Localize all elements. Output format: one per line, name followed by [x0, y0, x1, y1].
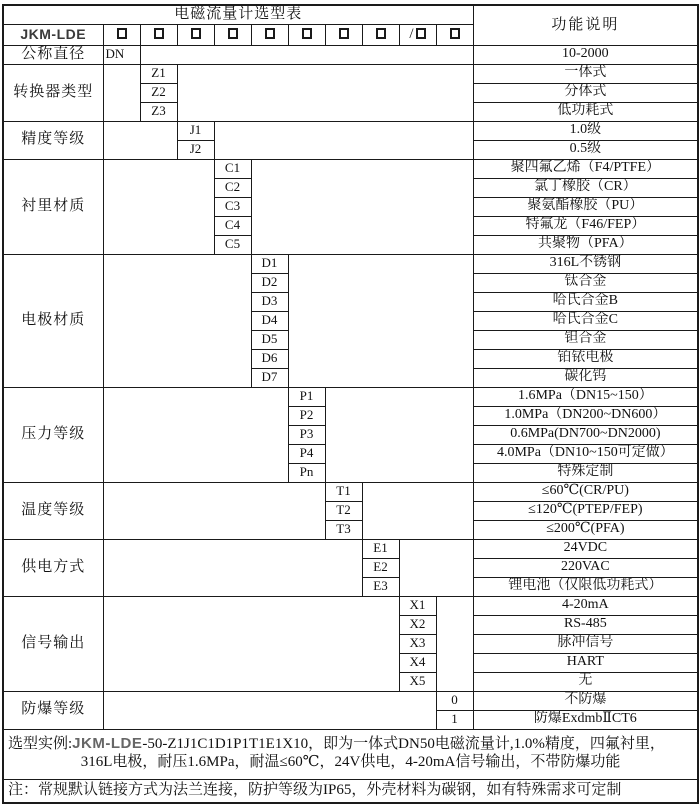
- checkbox-placeholder: [416, 28, 426, 39]
- checkbox-placeholder: [228, 28, 238, 39]
- checkbox-placeholder: [154, 28, 164, 39]
- option-code: E2: [362, 558, 399, 577]
- title-row: [3, 5, 698, 24]
- spacer-cell: [214, 121, 473, 159]
- option-code: D4: [251, 311, 288, 330]
- code-box-cell: [325, 24, 362, 45]
- option-description: 分体式: [473, 83, 698, 102]
- checkbox-placeholder: [191, 28, 201, 39]
- option-code: D2: [251, 273, 288, 292]
- option-code: T2: [325, 501, 362, 520]
- code-box-cell: [288, 24, 325, 45]
- option-description: 钽合金: [473, 330, 698, 349]
- code-box-cell: [140, 24, 177, 45]
- example-model-code: JKM-LDE: [72, 735, 143, 753]
- option-description: 铂铱电极: [473, 349, 698, 368]
- selection-example: [3, 729, 698, 779]
- option-description: 1.0MPa（DN200~DN600）: [473, 406, 698, 425]
- spec-row: [3, 539, 698, 558]
- option-code: E1: [362, 539, 399, 558]
- option-description: 1.6MPa（DN15~150）: [473, 387, 698, 406]
- spec-row: [3, 482, 698, 501]
- option-description: 无: [473, 672, 698, 691]
- option-description: 0.6MPa(DN700~DN2000): [473, 425, 698, 444]
- option-code: Z3: [140, 102, 177, 121]
- option-description: 1.0级: [473, 121, 698, 140]
- option-code: X5: [399, 672, 436, 691]
- spec-row: [3, 159, 698, 178]
- option-code: D7: [251, 368, 288, 387]
- category-label: 公称直径: [3, 45, 103, 64]
- function-description-header: 功能说明: [473, 5, 698, 45]
- category-label: 精度等级: [3, 121, 103, 159]
- option-description: HART: [473, 653, 698, 672]
- spacer-cell: [140, 45, 473, 64]
- code-box-cell: [103, 24, 140, 45]
- slash-separator: /: [409, 25, 414, 42]
- option-description: 10-2000: [473, 45, 698, 64]
- option-code: 1: [436, 710, 473, 729]
- option-description: RS-485: [473, 615, 698, 634]
- code-box-cell: [214, 24, 251, 45]
- spec-row: [3, 45, 698, 64]
- option-description: ≤200℃(PFA): [473, 520, 698, 539]
- option-code: P4: [288, 444, 325, 463]
- spec-row: [3, 254, 698, 273]
- option-code: E3: [362, 577, 399, 596]
- option-description: 钛合金: [473, 273, 698, 292]
- option-code: P2: [288, 406, 325, 425]
- option-code: D3: [251, 292, 288, 311]
- spacer-cell: [325, 387, 473, 482]
- option-description: 聚四氟乙烯（F4/PTFE）: [473, 159, 698, 178]
- spacer-cell: [399, 539, 473, 596]
- category-label: 衬里材质: [3, 159, 103, 254]
- option-description: 哈氏合金B: [473, 292, 698, 311]
- option-code: T1: [325, 482, 362, 501]
- option-description: 一体式: [473, 64, 698, 83]
- checkbox-placeholder: [265, 28, 275, 39]
- option-description: 4-20mA: [473, 596, 698, 615]
- note-row: [3, 779, 698, 803]
- option-code: C4: [214, 216, 251, 235]
- code-box-cell: [177, 24, 214, 45]
- spec-row: [3, 387, 698, 406]
- spacer-cell: [103, 691, 436, 729]
- option-code: P3: [288, 425, 325, 444]
- option-code: Pn: [288, 463, 325, 482]
- spacer-cell: [103, 482, 325, 539]
- option-code: C2: [214, 178, 251, 197]
- spec-row: [3, 691, 698, 710]
- spacer-cell: [362, 482, 473, 539]
- spec-row: [3, 596, 698, 615]
- code-box-cell: [251, 24, 288, 45]
- option-description: ≤60℃(CR/PU): [473, 482, 698, 501]
- page-title: 电磁流量计选型表: [3, 5, 473, 24]
- option-code: X1: [399, 596, 436, 615]
- category-label: 转换器类型: [3, 64, 103, 121]
- option-code: C5: [214, 235, 251, 254]
- option-code: T3: [325, 520, 362, 539]
- option-description: ≤120℃(PTEP/FEP): [473, 501, 698, 520]
- option-description: 脉冲信号: [473, 634, 698, 653]
- example-line-2: 316L电极，耐压1.6MPa，耐温≤60℃，24V供电，4-20mA信号输出，不带防爆功能: [80, 753, 621, 770]
- spacer-cell: [103, 387, 288, 482]
- spacer-cell: [288, 254, 473, 387]
- spacer-cell: [103, 539, 362, 596]
- checkbox-placeholder: [376, 28, 386, 39]
- spacer-cell: [251, 159, 473, 254]
- model-prefix-label: JKM-LDE: [3, 24, 103, 45]
- option-code: X2: [399, 615, 436, 634]
- spacer-cell: [103, 254, 251, 387]
- option-description: 锂电池（仅限低功耗式）: [473, 577, 698, 596]
- option-code: Z2: [140, 83, 177, 102]
- option-description: 0.5级: [473, 140, 698, 159]
- option-description: 220VAC: [473, 558, 698, 577]
- option-code: Z1: [140, 64, 177, 83]
- option-code: 0: [436, 691, 473, 710]
- option-description: 24VDC: [473, 539, 698, 558]
- category-label: 供电方式: [3, 539, 103, 596]
- option-code: X4: [399, 653, 436, 672]
- checkbox-placeholder: [302, 28, 312, 39]
- spacer-cell: [103, 64, 140, 121]
- option-description: 特氟龙（F46/FEP）: [473, 216, 698, 235]
- checkbox-placeholder: [450, 28, 460, 39]
- spacer-cell: [103, 121, 177, 159]
- example-code-description: -50-Z1J1C1D1P1T1E1X10，即为一体式DN50电磁流量计,1.0%精度，四氟衬里，: [142, 736, 665, 753]
- code-box-cell: [436, 24, 473, 45]
- checkbox-placeholder: [339, 28, 349, 39]
- category-label: 温度等级: [3, 482, 103, 539]
- option-code: J1: [177, 121, 214, 140]
- option-description: 哈氏合金C: [473, 311, 698, 330]
- option-description: 不防爆: [473, 691, 698, 710]
- option-code: X3: [399, 634, 436, 653]
- category-label: 防爆等级: [3, 691, 103, 729]
- category-label: 电极材质: [3, 254, 103, 387]
- option-description: 4.0MPa（DN10~150可定做）: [473, 444, 698, 463]
- spacer-cell: [177, 64, 473, 121]
- option-description: 聚氨酯橡胶（PU）: [473, 197, 698, 216]
- spec-row: [3, 64, 698, 83]
- footnote: 注：常规默认链接方式为法兰连接，防护等级为IP65，外壳材料为碳钢，如有特殊需求可定制: [3, 779, 698, 803]
- option-description: 特殊定制: [473, 463, 698, 482]
- option-code: D5: [251, 330, 288, 349]
- option-code: J2: [177, 140, 214, 159]
- example-row: [3, 729, 698, 779]
- option-code: D1: [251, 254, 288, 273]
- category-label: 压力等级: [3, 387, 103, 482]
- spacer-cell: [436, 596, 473, 691]
- option-description: 共聚物（PFA）: [473, 235, 698, 254]
- example-prefix-label: 选型实例:: [8, 736, 73, 753]
- option-description: 氯丁橡胶（CR）: [473, 178, 698, 197]
- selection-table: [2, 4, 699, 804]
- code-box-cell: [362, 24, 399, 45]
- option-description: 碳化钨: [473, 368, 698, 387]
- option-code: C1: [214, 159, 251, 178]
- checkbox-placeholder: [117, 28, 127, 39]
- option-description: 低功耗式: [473, 102, 698, 121]
- spacer-cell: [103, 596, 399, 691]
- spacer-cell: [103, 159, 214, 254]
- option-code: D6: [251, 349, 288, 368]
- category-label: 信号输出: [3, 596, 103, 691]
- example-line-1: [8, 735, 693, 753]
- option-description: 316L不锈钢: [473, 254, 698, 273]
- option-code: DN: [103, 45, 140, 64]
- code-box-cell: [399, 24, 436, 45]
- option-description: 防爆ExdmbⅡCT6: [473, 710, 698, 729]
- option-code: P1: [288, 387, 325, 406]
- spec-row: [3, 121, 698, 140]
- option-code: C3: [214, 197, 251, 216]
